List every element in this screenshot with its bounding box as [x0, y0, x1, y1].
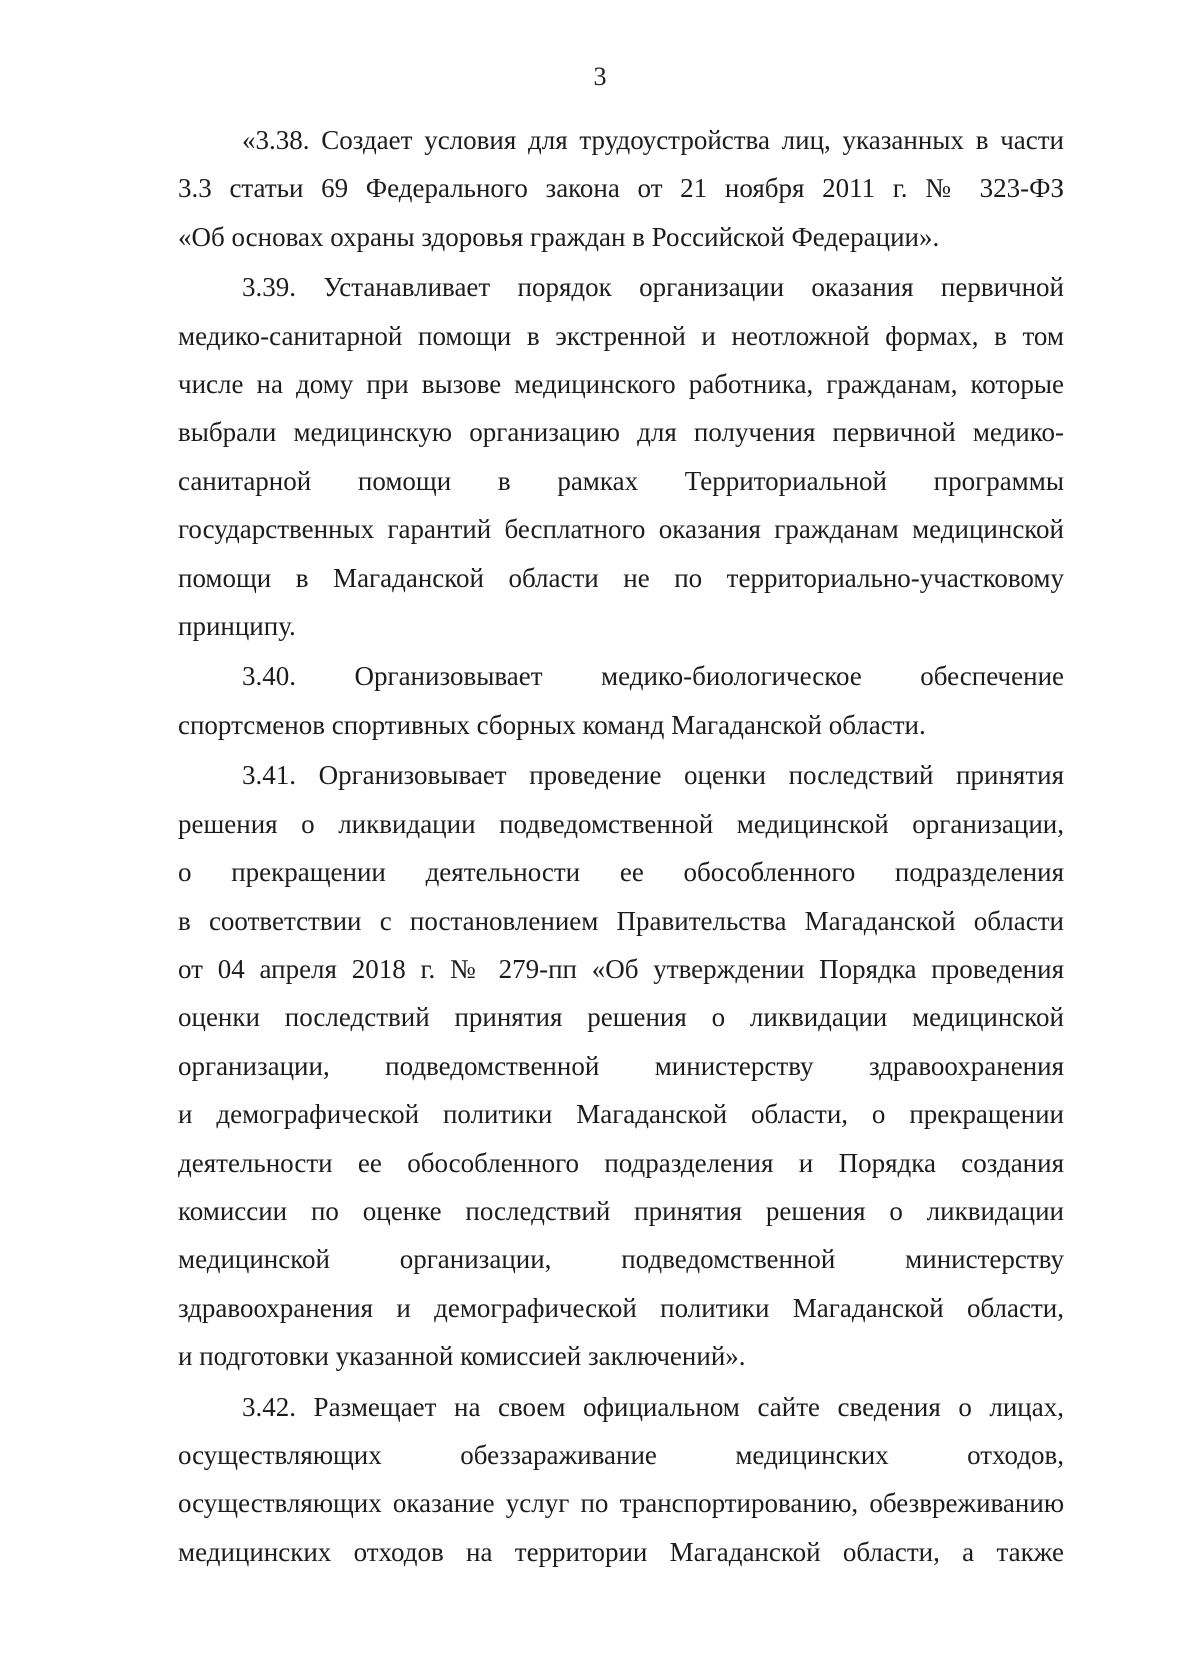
text-line: 3.41. Организовывает проведение оценки последствий принятия: [242, 760, 1064, 791]
text-line: о прекращении деятельности ее обособленного подразделения: [178, 857, 1064, 888]
text-line: медицинской организации, подведомственной министерству: [178, 1244, 1064, 1275]
text-line: санитарной помощи в рамках Территориальной программы: [178, 465, 1064, 496]
text-line: осуществляющих обеззараживание медицинских отходов,: [178, 1439, 1064, 1470]
text-line: 3.3 статьи 69 Федерального закона от 21 ноября 2011 г. № 323-ФЗ: [178, 173, 1064, 204]
text-line: 3.42. Размещает на своем официальном сайте сведения о лицах,: [242, 1391, 1064, 1422]
text-line: комиссии по оценке последствий принятия решения о ликвидации: [178, 1195, 1064, 1226]
text-line: помощи в Магаданской области не по территориально-участковому: [178, 562, 1064, 593]
paragraph-3-40: [178, 652, 1064, 749]
text-line: 3.40. Организовывает медико-биологическое обеспечение: [242, 661, 1064, 692]
text-line: числе на дому при вызове медицинского работника, гражданам, которые: [178, 369, 1064, 400]
text-line: деятельности ее обособленного подразделения и Порядка создания: [178, 1147, 1064, 1178]
text-line: выбрали медицинскую организацию для получения первичной медико-: [178, 417, 1064, 448]
text-line: государственных гарантий бесплатного оказания гражданам медицинской: [178, 514, 1064, 545]
page-number: 3: [593, 62, 607, 91]
text-line: здравоохранения и демографической политики Магаданской области,: [178, 1292, 1064, 1323]
paragraph-3-38: [178, 116, 1064, 261]
text-line: 3.39. Устанавливает порядок организации оказания первичной: [242, 272, 1064, 303]
text-line: и подготовки указанной комиссией заключений».: [178, 1341, 746, 1372]
text-line: решения о ликвидации подведомственной медицинской организации,: [178, 808, 1064, 839]
text-line: «Об основах охраны здоровья граждан в Российской Федерации».: [178, 221, 940, 252]
text-line: и демографической политики Магаданской области, о прекращении: [178, 1099, 1064, 1130]
text-line: осуществляющих оказание услуг по транспортированию, обезвреживанию: [178, 1488, 1064, 1519]
text-line: от 04 апреля 2018 г. № 279-пп «Об утверждении Порядка проведения: [178, 953, 1064, 984]
text-line: медико-санитарной помощи в экстренной и неотложной формах, в том: [178, 320, 1064, 351]
document-body: [178, 116, 1064, 1576]
text-line: оценки последствий принятия решения о ликвидации медицинской: [178, 1002, 1064, 1033]
text-line: в соответствии с постановлением Правительства Магаданской области: [178, 905, 1064, 936]
paragraph-3-41: [178, 751, 1064, 1380]
text-line: «3.38. Создает условия для трудоустройства лиц, указанных в части: [242, 125, 1064, 155]
paragraph-3-39: [178, 263, 1064, 650]
paragraph-3-42: [178, 1383, 1064, 1577]
text-line: спортсменов спортивных сборных команд Магаданской области.: [178, 709, 926, 740]
text-line: организации, подведомственной министерству здравоохранения: [178, 1050, 1064, 1081]
text-line: принципу.: [178, 611, 296, 642]
text-line: медицинских отходов на территории Магаданской области, а также: [178, 1536, 1064, 1567]
